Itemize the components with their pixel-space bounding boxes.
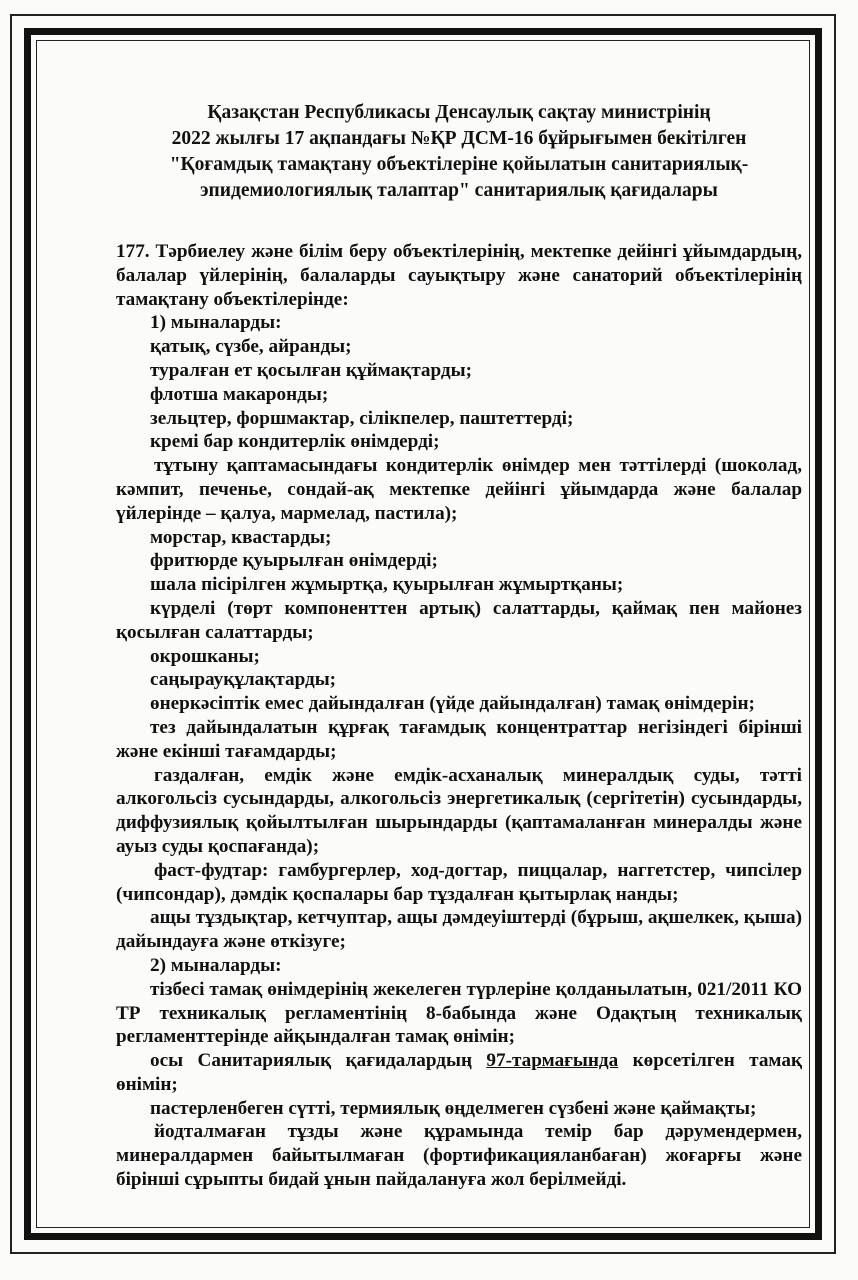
list-item: пастерленбеген сүтті, термиялық өңделмеген сүзбені және қаймақты; — [150, 1097, 757, 1119]
document-content — [116, 100, 802, 1192]
list-item: йодталмаған тұзды және құрамында темір бар дәрумендермен, минералдармен байытылмаған (фортификацияланбаған) жоғарғы және бірінші сұрыпты бидай ұнын пайдалануға жол берілмейді. — [116, 1121, 802, 1191]
list-item: флотша макаронды; — [150, 383, 329, 405]
list-item: морстар, квастарды; — [150, 526, 332, 548]
item-1-heading: 1) мыналарды: — [150, 312, 282, 334]
list-item: зельцтер, форшмактар, сілікпелер, паштеттерді; — [150, 407, 574, 429]
document-header — [116, 100, 802, 204]
list-item — [116, 1049, 802, 1097]
list-item: саңырауқұлақтарды; — [150, 669, 337, 691]
list-item-text: осы Санитариялық қағидалардың — [150, 1050, 487, 1072]
list-item: фритюрде қуырылған өнімдерді; — [150, 550, 438, 572]
item-2-heading: 2) мыналарды: — [150, 954, 282, 976]
list-item: қатық, сүзбе, айранды; — [150, 336, 352, 358]
list-item: газдалған, емдік және емдік-асханалық минералдық суды, тәтті алкогольсіз сусындарды, алкогольсіз энергетикалық (сергітетін) сусындарды, диффузиялық қойылтылған шырындарды (қаптамаланған минералды және ауыз суды қоспағанда); — [116, 764, 802, 857]
list-item: фаст-фудтар: гамбургерлер, ход-догтар, пиццалар, наггетстер, чипсілер (чипсондар), дәмдік қоспалары бар тұздалған қытырлақ нанды; — [116, 859, 802, 905]
paragraph-177: 177. Тәрбиелеу және білім беру объектілерінің, мектепке дейінгі ұйымдардың, балалар үйлерінің, балаларды сауықтыру және санаторий объектілерінің тамақтану объектілерінде: — [116, 241, 802, 310]
list-item: күрделі (төрт компоненттен артық) салаттарды, қаймақ пен майонез қосылған салаттарды; — [116, 597, 802, 643]
list-item: шала пісірілген жұмыртқа, қуырылған жұмыртқаны; — [150, 574, 624, 596]
header-line-3: "Қоғамдық тамақтану объектілеріне қойылатын санитариялық- — [169, 154, 749, 175]
header-line-2: 2022 жылғы 17 ақпандағы №ҚР ДСМ-16 бұйрығымен бекітілген — [171, 128, 747, 149]
header-line-1: Қазақстан Республикасы Денсаулық сақтау министрінің — [207, 102, 711, 123]
list-item: ащы тұздықтар, кетчуптар, ащы дәмдеуіштерді (бұрыш, ақшелкек, қыша) дайындауға және өткізуге; — [116, 907, 802, 953]
header-line-4: эпидемиологиялық талаптар" санитариялық қағидалары — [200, 180, 718, 201]
list-item: өнеркәсіптік емес дайындалған (үйде дайындалған) тамақ өнімдерін; — [150, 693, 755, 715]
list-item: туралған ет қосылған құймақтарды; — [150, 359, 472, 381]
reference-link-97[interactable]: 97-тармағында — [486, 1050, 619, 1072]
list-item: тізбесі тамақ өнімдерінің жекелеген түрлеріне қолданылатын, 021/2011 КО ТР техникалық регламентінің 8-бабында және Одақтың техникалық регламенттерінде айқындалған тамақ өнімін; — [116, 978, 802, 1048]
list-item: окрошканы; — [150, 645, 260, 667]
list-item: тұтыну қаптамасындағы кондитерлік өнімдер мен тәттілерді (шоколад, кәмпит, печенье, сондай-ақ мектепке дейінгі ұйымдарда және балалар үйлерінде – қалуа, мармелад, пастила); — [116, 455, 802, 524]
list-item: кремі бар кондитерлік өнімдерді; — [150, 431, 440, 453]
list-item-text: көрсетілген тамақ өнімін; — [116, 1050, 802, 1095]
document-body — [116, 240, 802, 1192]
list-item: тез дайындалатын құрғақ тағамдық концентраттар негізіндегі бірінші және екінші тағамдарды; — [116, 716, 802, 762]
